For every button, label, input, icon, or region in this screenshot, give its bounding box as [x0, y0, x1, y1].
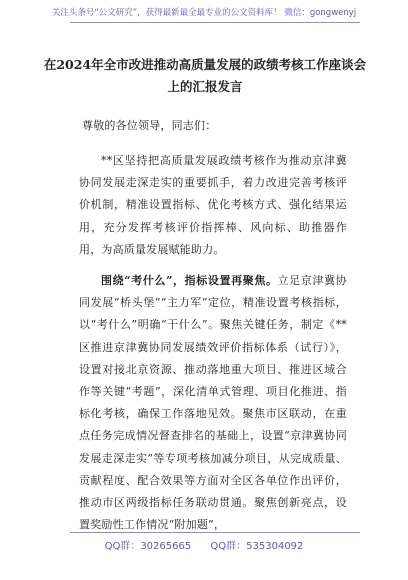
title-line-2: 上的汇报发言	[167, 79, 243, 94]
top-banner: 关注头条号“公文研究”，获得最新最全最专业的公文资料库！ 微信：gongwenyj	[51, 8, 357, 18]
section-1-body: 立足京津冀协同发展“桥头堡”“主力军”定位，精准设置考核指标，以“考什么”明确“干什么”。聚焦关键任务，制定《**区推进京津冀协同发展绩效评价指标体系（试行）》，设置对接北京资源、推动落地重大项目、推进区域合作等关键“考题”，深化清单式管理、项目化推进、指标化考核，确保工作落地见效。聚焦市区联动，在重点任务完成情况督查排名的基础上，设置“京津冀协同发展走深走实”等专项考核加减分项目，从完成质量、贡献程度、配合效果等方面对全区各单位作出评价，推动市区两级指标任务联动贯通。聚焦创新亮点，设置奖励性工作情况“附加题”，	[79, 274, 347, 532]
section-1-lead: 围绕“考什么”，指标设置再聚焦。	[101, 274, 278, 287]
footer	[0, 537, 408, 552]
title-line-1: 在2024年全市改进推动高质量发展的政绩考核工作座谈会	[43, 57, 367, 72]
footer-qq-group-2: QQ群：535304092	[210, 541, 304, 552]
footer-qq-group-1: QQ群：30265665	[104, 541, 192, 552]
bottom-divider	[70, 532, 360, 533]
top-divider	[70, 22, 360, 23]
intro-paragraph: **区坚持把高质量发展政绩考核作为推动京津冀协同发展走深走实的重要抓手，着力改进完善考核评价机制，精准设置指标、优化考核方式、强化结果运用，充分发挥考核评价指挥棒、风向标、助推器作用，为高质量发展赋能助力。	[79, 154, 347, 256]
section-1-paragraph	[79, 270, 347, 536]
greeting: 尊敬的各位领导，同志们：	[82, 119, 217, 132]
document-title	[40, 54, 370, 98]
